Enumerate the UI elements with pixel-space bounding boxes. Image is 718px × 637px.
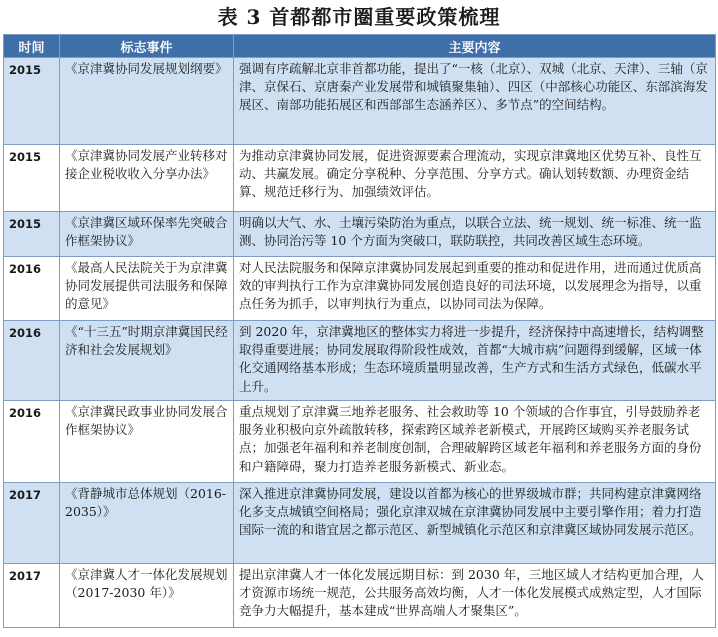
row-event: 《“十三五”时期京津冀国民经济和社会发展规划》 <box>60 321 234 401</box>
table-row <box>4 212 716 257</box>
table-header-row <box>4 35 716 58</box>
row-content: 到 2020 年，京津冀地区的整体实力将进一步提升，经济保持中高速增长，结构调整取得重要进展；协同发展取得阶段性成效，首都“大城市病”问题得到缓解，区域一体化交通网络基本形成；生态环境质量明显改善，生产方式和生活方式绿色，低碳水平上升。 <box>234 321 716 401</box>
row-event: 《最高人民法院关于为京津冀协同发展提供司法服务和保障的意见》 <box>60 257 234 321</box>
row-content: 对人民法院服务和保障京津冀协同发展起到重要的推动和促进作用，进而通过优质高效的审判执行工作为京津冀协同发展创造良好的司法环境，以发展理念为指导，以重点任务为抓手，以审判执行为重点，以协同司法为保障。 <box>234 257 716 321</box>
table-row <box>4 257 716 321</box>
row-year: 2015 <box>4 212 60 257</box>
table-title: 表 3 首都都市圈重要政策梳理 <box>217 5 501 29</box>
table-row <box>4 483 716 564</box>
row-year: 2017 <box>4 564 60 628</box>
row-content: 重点规划了京津冀三地养老服务、社会救助等 10 个领域的合作事宜，引导鼓励养老服务业积极向京外疏散转移，探索跨区域养老新模式，开展跨区域购买养老服务试点；加强老年福利和养老制度创制，合理破解跨区域老年福利和养老服务方面的身份和户籍障碍，聚力打造养老服务新模式、新业态。 <box>234 401 716 483</box>
table-row <box>4 145 716 212</box>
row-year: 2016 <box>4 257 60 321</box>
row-event: 《背静城市总体规划（2016-2035）》 <box>60 483 234 564</box>
row-event: 《京津冀协同发展产业转移对接企业税收收入分享办法》 <box>60 145 234 212</box>
row-year: 2015 <box>4 145 60 212</box>
table-row <box>4 321 716 401</box>
row-content: 提出京津冀人才一体化发展远期目标：到 2030 年，三地区域人才结构更加合理，人才资源市场统一规范，公共服务高效均衡，人才一体化发展模式成熟定型，人才国际竞争力大幅提升，基本建成“世界高端人才聚集区”。 <box>234 564 716 628</box>
row-event: 《京津冀人才一体化发展规划（2017-2030 年）》 <box>60 564 234 628</box>
row-year: 2017 <box>4 483 60 564</box>
row-event: 《京津冀民政事业协同发展合作框架协议》 <box>60 401 234 483</box>
header-event: 标志事件 <box>60 35 234 58</box>
row-year: 2016 <box>4 401 60 483</box>
table-row <box>4 564 716 628</box>
header-content: 主要内容 <box>234 35 716 58</box>
row-content: 为推动京津冀协同发展，促进资源要素合理流动，实现京津冀地区优势互补、良性互动、共赢发展。确定分享税种、分享范围、分享方式。确认划转数额、办理资金结算、规范迁移行为、加强绩效评估。 <box>234 145 716 212</box>
table-row <box>4 58 716 145</box>
table-row <box>4 401 716 483</box>
row-content: 明确以大气、水、土壤污染防治为重点，以联合立法、统一规划、统一标准、统一监测、协同治污等 10 个方面为突破口，联防联控，共同改善区域生态环境。 <box>234 212 716 257</box>
header-time: 时间 <box>4 35 60 58</box>
policy-table <box>3 34 716 628</box>
row-event: 《京津冀协同发展规划纲要》 <box>60 58 234 145</box>
row-content: 强调有序疏解北京非首都功能，提出了“一核（北京）、双城（北京、天津）、三轴（京津、京保石、京唐秦产业发展带和城镇聚集轴）、四区（中部核心功能区、东部滨海发展区、南部功能拓展区和西部部生态涵养区）、多节点”的空间结构。 <box>234 58 716 145</box>
row-content: 深入推进京津冀协同发展，建设以首都为核心的世界级城市群；共同构建京津冀网络化多支点城镇空间格局；强化京津双城在京津冀协同发展中主要引擎作用；着力打造国际一流的和谐宜居之都示范区、新型城镇化示范区和京津冀区域协同发展示范区。 <box>234 483 716 564</box>
row-year: 2016 <box>4 321 60 401</box>
row-event: 《京津冀区域环保率先突破合作框架协议》 <box>60 212 234 257</box>
row-year: 2015 <box>4 58 60 145</box>
